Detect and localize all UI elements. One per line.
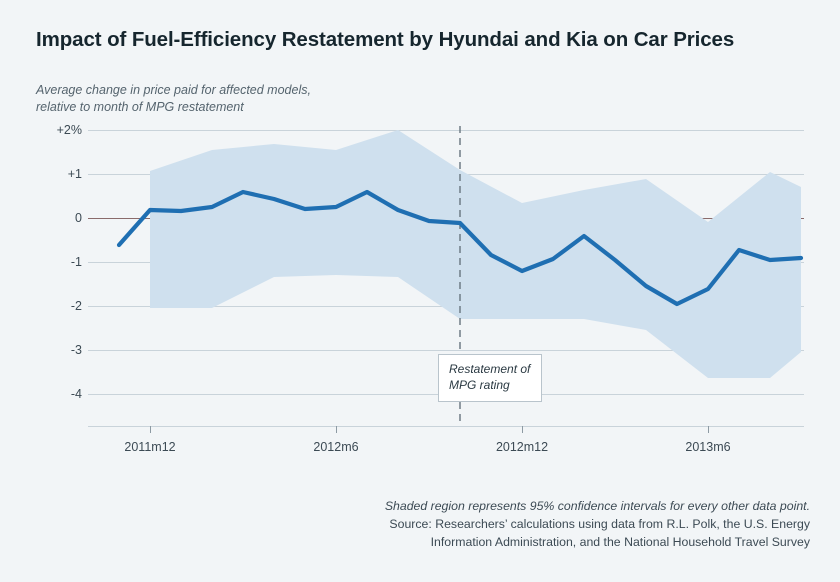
chart-subtitle (36, 82, 456, 116)
x-tick-mark (708, 426, 709, 433)
annotation-line-2: MPG rating (449, 377, 510, 392)
y-tick-label: 0 (75, 211, 82, 225)
page-title: Impact of Fuel-Efficiency Restatement by Hyundai and Kia on Car Prices (36, 28, 735, 51)
chart-area (36, 123, 804, 454)
chart-footnote (300, 498, 810, 551)
y-tick-label: +2% (56, 123, 82, 137)
x-tick-label: 2013m6 (685, 440, 731, 454)
x-tick-label: 2011m12 (124, 440, 176, 454)
annotation-restatement (438, 354, 542, 402)
y-tick-label: -2 (70, 299, 82, 313)
confidence-band (150, 130, 801, 378)
x-tick-label: 2012m12 (495, 440, 549, 454)
plot-region (88, 126, 804, 426)
x-tick-label: 2012m6 (313, 440, 359, 454)
footnote-line-1: Shaded region represents 95% confidence intervals for every other data point. (384, 499, 810, 513)
x-tick-mark (336, 426, 337, 433)
x-tick-mark (522, 426, 523, 433)
footnote-line-2: Source: Researchers’ calculations using data from R.L. Polk, the U.S. Energy (389, 516, 810, 531)
x-tick-mark (150, 426, 151, 433)
subtitle-line-1: Average change in price paid for affected models, (36, 83, 311, 97)
x-axis-labels (88, 426, 804, 466)
y-tick-label: -4 (70, 387, 82, 401)
annotation-line-1: Restatement of (449, 362, 531, 376)
y-tick-label: -1 (70, 255, 82, 269)
y-tick-label: -3 (70, 343, 82, 357)
y-tick-label: +1 (67, 167, 82, 181)
subtitle-line-2: relative to month of MPG restatement (36, 99, 244, 114)
footnote-line-3: Information Administration, and the National Household Travel Survey (430, 534, 810, 549)
